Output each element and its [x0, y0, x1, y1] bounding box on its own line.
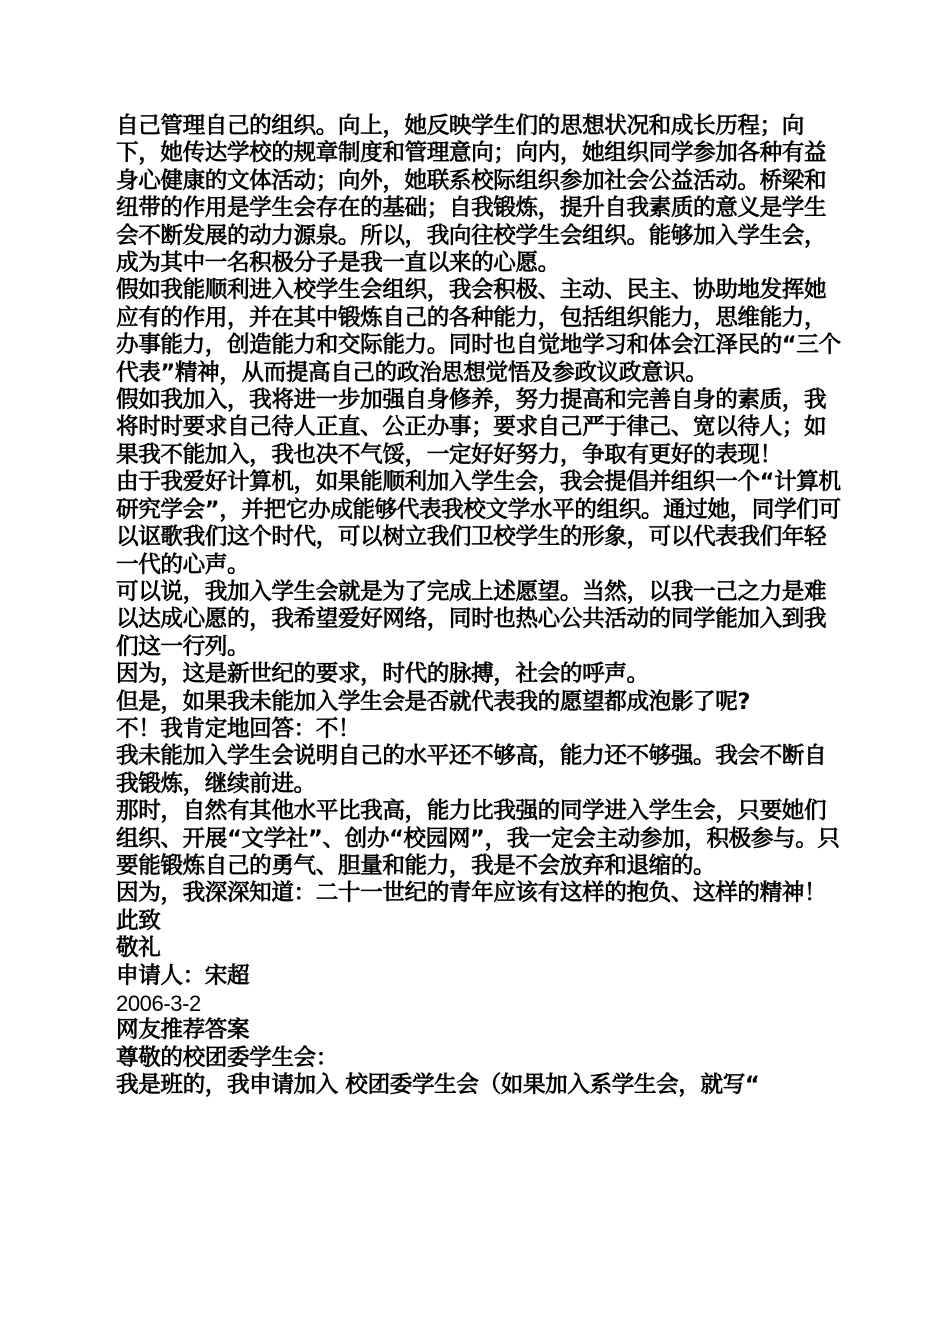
paragraph-intro: 自己管理自己的组织。向上，她反映学生们的思想状况和成长历程；向下，她传达学校的规章制度和管理意向；向内，她组织同学参加各种有益身心健康的文体活动；向外，她联系校际组织参加社会公益活动。桥梁和纽带的作用是学生会存在的基础；自我锻炼，提升自我素质的意义是学生会不断发展的动力源泉。所以，我向往校学生会组织。能够加入学生会，成为其中一名积极分子是我一直以来的心愿。 [116, 113, 827, 277]
closing-regards: 敬礼 [116, 935, 161, 962]
second-letter-greeting: 尊敬的校团委学生会： [116, 1044, 338, 1071]
paragraph-conclusion: 因为，我深深知道：二十一世纪的青年应该有这样的抱负、这样的精神！ [116, 880, 827, 907]
closing-salutation: 此致 [116, 907, 161, 934]
paragraph-question: 但是，如果我未能加入学生会是否就代表我的愿望都成泡影了呢? [116, 688, 751, 715]
paragraph-join-plan: 假如我能顺利进入校学生会组织，我会积极、主动、民主、协助地发挥她应有的作用，并在其中锻炼自己的各种能力，包括组织能力，思维能力，办事能力，创造能力和交际能力。同时也自觉地学习和体会江泽民的“三个代表”精神，从而提高自己的政治思想觉悟及参政议政意识。 [116, 277, 841, 386]
paragraph-reason: 因为，这是新世纪的要求，时代的脉搏，社会的呼声。 [116, 661, 649, 688]
applicant-signature: 申请人：宋超 [116, 962, 250, 989]
paragraph-answer: 不！我肯定地回答：不！ [116, 715, 361, 742]
paragraph-if-not-joined: 我未能加入学生会说明自己的水平还不够高，能力还不够强。我会不断自我锻炼，继续前进。 [116, 743, 827, 797]
paragraph-self-improvement: 假如我加入，我将进一步加强自身修养，努力提高和完善自身的素质，我将时时要求自己待人正直、公正办事；要求自己严于律己、宽以待人；如果我不能加入，我也决不气馁，一定好好努力，争取有更好的表现！ [116, 387, 827, 468]
recommended-answer-heading: 网友推荐答案 [116, 1017, 250, 1044]
second-letter-opening: 我是班的，我申请加入 校团委学生会（如果加入系学生会，就写“ [116, 1072, 760, 1099]
document-body [116, 113, 846, 1100]
letter-date: 2006-3-2 [116, 991, 201, 1016]
paragraph-computer-society: 由于我爱好计算机，如果能顺利加入学生会，我会提倡并组织一个“计算机研究学会”，并把它办成能够代表我校文学水平的组织。通过她，同学们可以讴歌我们这个时代，可以树立我们卫校学生的形象，可以代表我们年轻一代的心声。 [116, 469, 841, 578]
paragraph-participate: 那时，自然有其他水平比我高，能力比我强的同学进入学生会，只要她们组织、开展“文学社”、创办“校园网”，我一定会主动参加，积极参与。只要能锻炼自己的勇气、胆量和能力，我是不会放弃和退缩的。 [116, 798, 840, 879]
paragraph-wish: 可以说，我加入学生会就是为了完成上述愿望。当然，以我一己之力是难以达成心愿的，我希望爱好网络，同时也热心公共活动的同学能加入到我们这一行列。 [116, 578, 827, 660]
